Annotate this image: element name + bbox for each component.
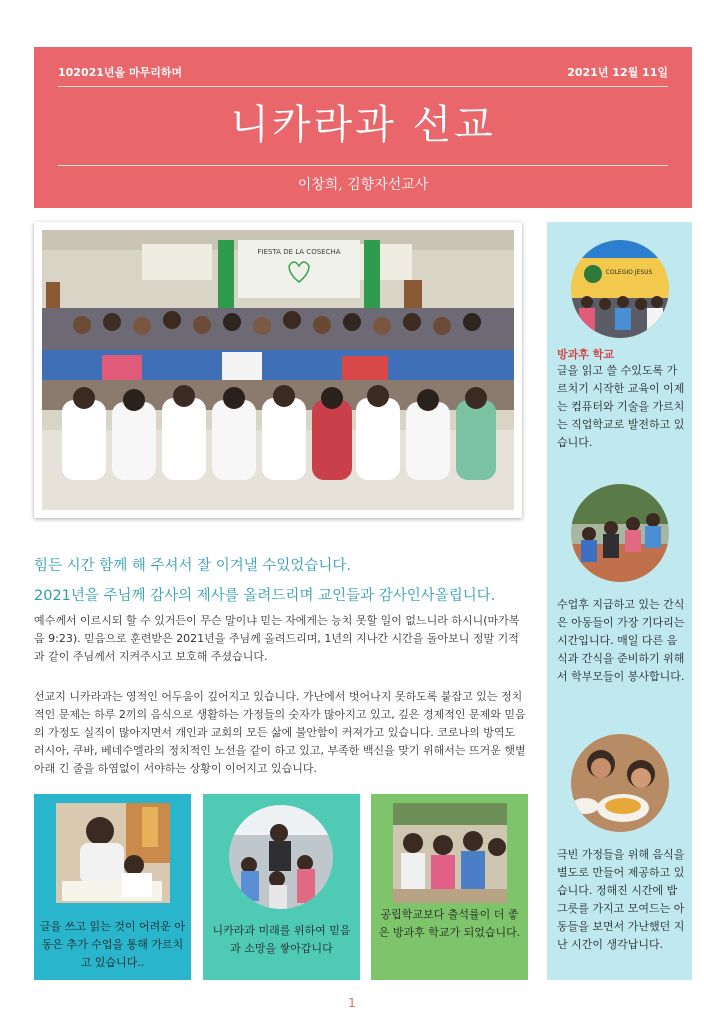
header-divider-top [58, 86, 668, 87]
header-section-label: 102021년을 마무리하며 [58, 66, 183, 79]
body-paragraph-1: 예수께서 이르시되 할 수 있거든이 무슨 말이냐 믿는 자에게는 능치 못할 일이 없느니라 하시니(마가복음 9:23). 믿음으로 훈련받은 2021년을 주님께 올려드리며, 1년의 지나간 시간을 돌아보니 정말 기적과 같이 주님께서 지켜주시고 보호해 주셨습니다. [34, 614, 520, 663]
header-date: 2021년 12월 11일 [567, 66, 668, 79]
attendance-text: 공립학교보다 출석률이 더 좋은 방과후 학교가 되었습니다. [378, 908, 521, 939]
header-banner [34, 47, 692, 208]
header-divider-bottom [58, 165, 668, 166]
page-number: 1 [348, 996, 356, 1010]
main-photo-frame [34, 222, 522, 518]
sidebar [547, 222, 692, 980]
sidebar-school-photo [571, 240, 669, 338]
tutoring-photo [56, 803, 170, 903]
sidebar-text-meals: 극빈 가정들을 위해 음식을 별도로 만들어 제공하고 있습니다. 정해진 시간에 밥그릇를 가지고 모여드는 아동들을 보면서 가난했던 지난 시간이 생각납니다. [557, 848, 685, 951]
page-title: 니카라과 선교 [230, 102, 496, 148]
faith-photo [229, 805, 333, 909]
headline-gratitude: 2021년을 주님께 감사의 제사를 올려드리며 교인들과 감사인사올립니다. [34, 588, 496, 604]
body-paragraph-2: 선교지 니카라과는 영적인 어두움이 깊어지고 있습니다. 가난에서 벗어나지 못하도록 붙잡고 있는 정치적인 문제는 하루 2끼의 음식으로 생활하는 가정들의 숫자가 많아지고 있고, 깊은 경제적인 문제와 믿음의 가정도 실직이 많아지면서 개인과 교회의 모든 삶에 불안함이 커져가고 있습니다. 코로나의 방역도 러시아, 쿠바, 베네수엘라의 정치적인 노선을 같이 하고 있고, 부족한 백신을 맞기 위해서는 뜨거운 햇볕아래 긴 줄을 하염없이 서야하는 상황이 이어지고 있습니다. [34, 690, 526, 775]
sidebar-text-education: 글을 읽고 쓸 수있도록 가르치기 시작한 교육이 이제는 컴퓨터와 기술을 가르치는 직업학교로 발전하고 있습니다. [557, 364, 685, 449]
headline-thanks: 힘든 시간 함께 해 주셔서 잘 이겨낼 수있었습니다. [34, 558, 352, 574]
sidebar-text-snacks: 수업후 지급하고 있는 간식은 아동들이 가장 기다리는 시간입니다. 매일 다른 음식과 간식을 준비하기 위해서 학부모들이 봉사합니다. [557, 598, 685, 683]
feature-box-attendance [371, 794, 528, 980]
header-authors: 이창희, 김향자선교사 [297, 177, 429, 193]
feature-box-faith [203, 794, 360, 980]
school-sign-text: COLEGIO JESUS [605, 269, 653, 276]
faith-text: 니카라과 미래를 위하여 믿음과 소망을 쌓아갑니다 [212, 924, 351, 955]
attendance-photo [393, 803, 507, 903]
feature-box-tutoring [34, 794, 191, 980]
sidebar-snack-photo [571, 484, 669, 582]
sidebar-meal-photo [571, 734, 669, 832]
photo-banner-text: FIESTA DE LA COSECHA [257, 248, 341, 256]
sidebar-section-title: 방과후 학교 [557, 348, 614, 361]
tutoring-text: 글을 쓰고 읽는 것이 어려운 아동은 추가 수업을 통해 가르치고 있습니다.. [40, 920, 185, 969]
group-photo [42, 230, 514, 510]
